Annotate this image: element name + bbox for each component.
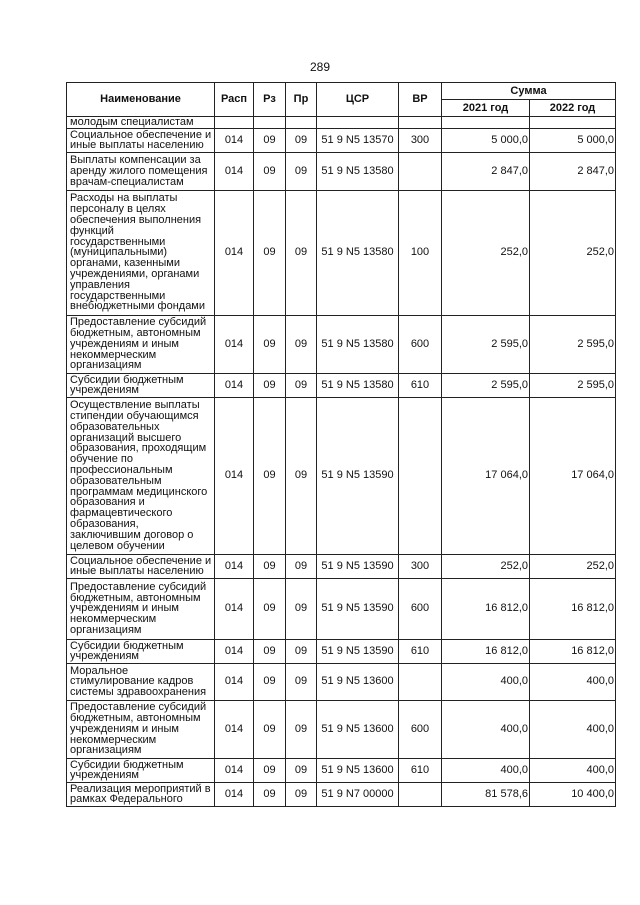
- cell-name: Осуществление выплаты стипендии обучающимся образовательных организаций высшего образования, проходящим обучение по профессиональным образовательным программам медицинского образования и фармацевтического образования, заключившим договор о целевом обучении: [67, 397, 215, 554]
- table-row: [67, 315, 616, 373]
- cell-rz: 09: [254, 782, 286, 806]
- cell-pr: [286, 117, 317, 129]
- cell-2021: 17 064,0: [442, 397, 530, 554]
- table-row: [67, 639, 616, 663]
- cell-pr: 09: [286, 128, 317, 152]
- cell-rz: 09: [254, 373, 286, 397]
- cell-rasp: 014: [215, 315, 254, 373]
- cell-name: Предоставление субсидий бюджетным, автономным учреждениям и иным некоммерческим организациям: [67, 315, 215, 373]
- cell-name: Предоставление субсидий бюджетным, автономным учреждениям и иным некоммерческим организациям: [67, 700, 215, 758]
- header-vr: ВР: [399, 83, 442, 117]
- cell-rz: 09: [254, 639, 286, 663]
- cell-2022: 16 812,0: [530, 639, 616, 663]
- cell-pr: 09: [286, 578, 317, 639]
- cell-2021: 2 595,0: [442, 315, 530, 373]
- table-header: [67, 83, 616, 117]
- cell-vr: [399, 152, 442, 190]
- cell-pr: 09: [286, 373, 317, 397]
- cell-rz: 09: [254, 758, 286, 782]
- cell-name: Социальное обеспечение и иные выплаты населению: [67, 128, 215, 152]
- cell-pr: 09: [286, 190, 317, 315]
- table-row: [67, 397, 616, 554]
- cell-rasp: 014: [215, 782, 254, 806]
- cell-csr: 51 9 N5 13580: [317, 190, 399, 315]
- cell-rz: 09: [254, 700, 286, 758]
- cell-name: молодым специалистам: [67, 117, 215, 129]
- table-body: [67, 117, 616, 807]
- cell-2022: 2 595,0: [530, 315, 616, 373]
- cell-name: Реализация мероприятий в рамках Федерального: [67, 782, 215, 806]
- cell-rz: 09: [254, 578, 286, 639]
- cell-pr: 09: [286, 782, 317, 806]
- cell-rasp: 014: [215, 663, 254, 700]
- cell-rz: 09: [254, 152, 286, 190]
- cell-name: Выплаты компенсации за аренду жилого помещения врачам-специалистам: [67, 152, 215, 190]
- table-row: [67, 152, 616, 190]
- cell-csr: 51 9 N5 13590: [317, 554, 399, 578]
- cell-vr: 610: [399, 373, 442, 397]
- cell-name: Предоставление субсидий бюджетным, автономным учреждениям и иным некоммерческим организациям: [67, 578, 215, 639]
- table-row: [67, 190, 616, 315]
- cell-pr: 09: [286, 639, 317, 663]
- cell-2021: 252,0: [442, 190, 530, 315]
- cell-csr: 51 9 N5 13600: [317, 758, 399, 782]
- cell-pr: 09: [286, 663, 317, 700]
- cell-2022: 10 400,0: [530, 782, 616, 806]
- cell-2022: 252,0: [530, 190, 616, 315]
- cell-vr: [399, 397, 442, 554]
- cell-vr: 610: [399, 758, 442, 782]
- header-sum: Сумма: [442, 83, 616, 100]
- cell-vr: 600: [399, 700, 442, 758]
- cell-2021: 252,0: [442, 554, 530, 578]
- cell-rz: [254, 117, 286, 129]
- cell-rasp: 014: [215, 373, 254, 397]
- cell-2022: 252,0: [530, 554, 616, 578]
- cell-csr: [317, 117, 399, 129]
- cell-rasp: 014: [215, 639, 254, 663]
- cell-rz: 09: [254, 190, 286, 315]
- table-row: [67, 373, 616, 397]
- header-pr: Пр: [286, 83, 317, 117]
- cell-csr: 51 9 N5 13590: [317, 397, 399, 554]
- cell-vr: 600: [399, 315, 442, 373]
- table-row: [67, 663, 616, 700]
- cell-2021: 5 000,0: [442, 128, 530, 152]
- cell-rz: 09: [254, 663, 286, 700]
- cell-2021: 2 595,0: [442, 373, 530, 397]
- cell-rasp: 014: [215, 554, 254, 578]
- cell-rasp: [215, 117, 254, 129]
- cell-vr: 100: [399, 190, 442, 315]
- cell-vr: [399, 782, 442, 806]
- cell-rz: 09: [254, 554, 286, 578]
- cell-2021: 400,0: [442, 758, 530, 782]
- cell-name: Субсидии бюджетным учреждениям: [67, 758, 215, 782]
- cell-2022: 5 000,0: [530, 128, 616, 152]
- cell-2022: 2 595,0: [530, 373, 616, 397]
- header-name: Наименование: [67, 83, 215, 117]
- table-row: [67, 117, 616, 129]
- cell-csr: 51 9 N5 13600: [317, 663, 399, 700]
- header-rz: Рз: [254, 83, 286, 117]
- cell-csr: 51 9 N5 13570: [317, 128, 399, 152]
- page-number: 289: [309, 60, 331, 74]
- table-row: [67, 758, 616, 782]
- cell-2022: 400,0: [530, 758, 616, 782]
- header-rasp: Расп: [215, 83, 254, 117]
- cell-2022: 400,0: [530, 700, 616, 758]
- header-csr: ЦСР: [317, 83, 399, 117]
- cell-csr: 51 9 N7 00000: [317, 782, 399, 806]
- cell-vr: 300: [399, 554, 442, 578]
- cell-pr: 09: [286, 758, 317, 782]
- table-row: [67, 578, 616, 639]
- cell-2022: 17 064,0: [530, 397, 616, 554]
- cell-name: Моральное стимулирование кадров системы здравоохранения: [67, 663, 215, 700]
- cell-2022: 16 812,0: [530, 578, 616, 639]
- cell-rasp: 014: [215, 700, 254, 758]
- cell-rasp: 014: [215, 397, 254, 554]
- cell-pr: 09: [286, 315, 317, 373]
- cell-rasp: 014: [215, 128, 254, 152]
- cell-2021: 81 578,6: [442, 782, 530, 806]
- cell-rasp: 014: [215, 578, 254, 639]
- cell-pr: 09: [286, 397, 317, 554]
- cell-2021: [442, 117, 530, 129]
- budget-table: [66, 82, 616, 807]
- cell-2022: [530, 117, 616, 129]
- cell-2021: 400,0: [442, 663, 530, 700]
- cell-2021: 2 847,0: [442, 152, 530, 190]
- header-2022: 2022 год: [530, 100, 616, 117]
- cell-2022: 2 847,0: [530, 152, 616, 190]
- cell-name: Субсидии бюджетным учреждениям: [67, 373, 215, 397]
- cell-rz: 09: [254, 397, 286, 554]
- cell-csr: 51 9 N5 13580: [317, 152, 399, 190]
- cell-vr: [399, 663, 442, 700]
- cell-rasp: 014: [215, 758, 254, 782]
- cell-pr: 09: [286, 152, 317, 190]
- table-row: [67, 554, 616, 578]
- table-row: [67, 128, 616, 152]
- cell-2022: 400,0: [530, 663, 616, 700]
- header-2021: 2021 год: [442, 100, 530, 117]
- cell-vr: [399, 117, 442, 129]
- cell-csr: 51 9 N5 13580: [317, 315, 399, 373]
- cell-vr: 610: [399, 639, 442, 663]
- cell-vr: 600: [399, 578, 442, 639]
- cell-name: Социальное обеспечение и иные выплаты населению: [67, 554, 215, 578]
- cell-2021: 400,0: [442, 700, 530, 758]
- cell-csr: 51 9 N5 13590: [317, 639, 399, 663]
- cell-name: Расходы на выплаты персоналу в целях обеспечения выполнения функций государственными (муниципальными) органами, казенными учреждениями, органами управления государственными внебюджетными фондами: [67, 190, 215, 315]
- cell-pr: 09: [286, 700, 317, 758]
- cell-2021: 16 812,0: [442, 578, 530, 639]
- cell-name: Субсидии бюджетным учреждениям: [67, 639, 215, 663]
- cell-rz: 09: [254, 315, 286, 373]
- cell-csr: 51 9 N5 13600: [317, 700, 399, 758]
- table-row: [67, 700, 616, 758]
- cell-rasp: 014: [215, 152, 254, 190]
- cell-rz: 09: [254, 128, 286, 152]
- cell-pr: 09: [286, 554, 317, 578]
- cell-csr: 51 9 N5 13580: [317, 373, 399, 397]
- cell-csr: 51 9 N5 13590: [317, 578, 399, 639]
- cell-rasp: 014: [215, 190, 254, 315]
- table-row: [67, 782, 616, 806]
- cell-2021: 16 812,0: [442, 639, 530, 663]
- cell-vr: 300: [399, 128, 442, 152]
